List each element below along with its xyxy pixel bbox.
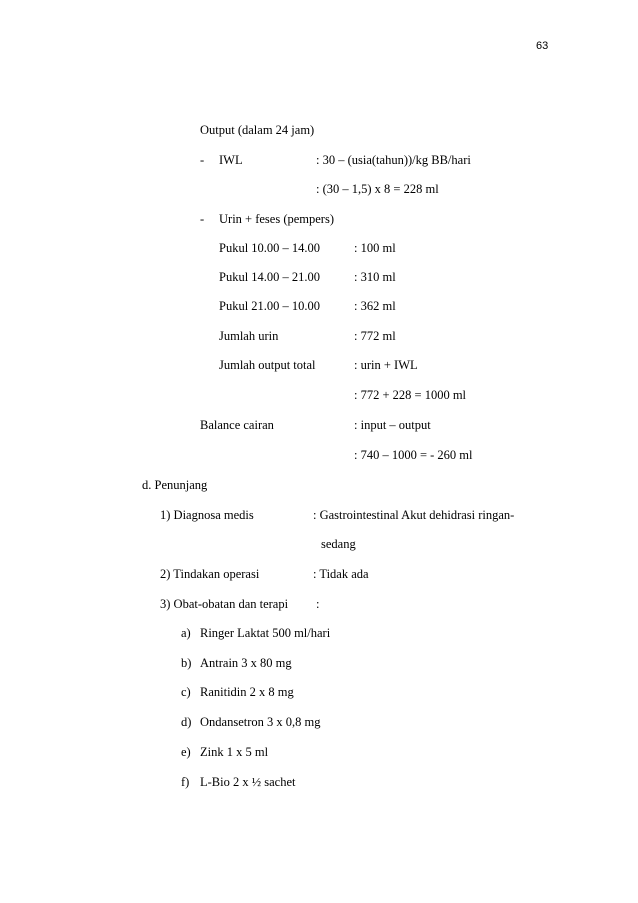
page-number: 63 xyxy=(536,40,549,52)
output-row-value: : 362 ml xyxy=(354,299,396,313)
obat-item-text: Ranitidin 2 x 8 mg xyxy=(200,685,294,699)
output-row-label: Jumlah output total xyxy=(219,358,316,372)
diagnosa-label: 1) Diagnosa medis xyxy=(160,508,254,522)
obat-item-text: Antrain 3 x 80 mg xyxy=(200,656,292,670)
output-row-label: Pukul 14.00 – 21.00 xyxy=(219,270,321,284)
obat-item-marker: a) xyxy=(181,626,191,640)
total-calc: : 772 + 228 = 1000 ml xyxy=(354,388,467,402)
iwl-formula: : 30 – (usia(tahun))/kg BB/hari xyxy=(316,153,471,167)
iwl-label: IWL xyxy=(219,153,243,167)
penunjang-heading: d. Penunjang xyxy=(142,478,208,492)
balance-formula: : input – output xyxy=(354,418,431,432)
obat-item-marker: e) xyxy=(181,745,191,759)
output-row-label: Pukul 10.00 – 14.00 xyxy=(219,241,321,255)
diagnosa-value-cont: sedang xyxy=(321,537,356,551)
output-row-value: : 310 ml xyxy=(354,270,396,284)
obat-item-text: L-Bio 2 x ½ sachet xyxy=(200,775,296,789)
output-row-value: : 772 ml xyxy=(354,329,396,343)
tindakan-label: 2) Tindakan operasi xyxy=(160,567,260,581)
obat-item-marker: d) xyxy=(181,715,192,729)
balance-calc: : 740 – 1000 = - 260 ml xyxy=(354,448,473,462)
obat-item-marker: b) xyxy=(181,656,192,670)
obat-item-marker: f) xyxy=(181,775,190,789)
obat-item-marker: c) xyxy=(181,685,191,699)
obat-label: 3) Obat-obatan dan terapi xyxy=(160,597,289,611)
diagnosa-value: : Gastrointestinal Akut dehidrasi ringan- xyxy=(313,508,515,522)
output-row-value: : 100 ml xyxy=(354,241,396,255)
obat-item-text: Ondansetron 3 x 0,8 mg xyxy=(200,715,321,729)
output-row-label: Pukul 21.00 – 10.00 xyxy=(219,299,321,313)
urin-label: Urin + feses (pempers) xyxy=(219,212,334,226)
output-row-label: Jumlah urin xyxy=(219,329,279,343)
balance-label: Balance cairan xyxy=(200,418,274,432)
iwl-dash: - xyxy=(200,153,205,167)
obat-item-text: Zink 1 x 5 ml xyxy=(200,745,269,759)
obat-value: : xyxy=(316,597,320,611)
urin-dash: - xyxy=(200,212,205,226)
tindakan-value: : Tidak ada xyxy=(313,567,369,581)
output-heading: Output (dalam 24 jam) xyxy=(200,123,315,137)
obat-item-text: Ringer Laktat 500 ml/hari xyxy=(200,626,331,640)
iwl-calc: : (30 – 1,5) x 8 = 228 ml xyxy=(316,182,439,196)
output-row-value: : urin + IWL xyxy=(354,358,418,372)
